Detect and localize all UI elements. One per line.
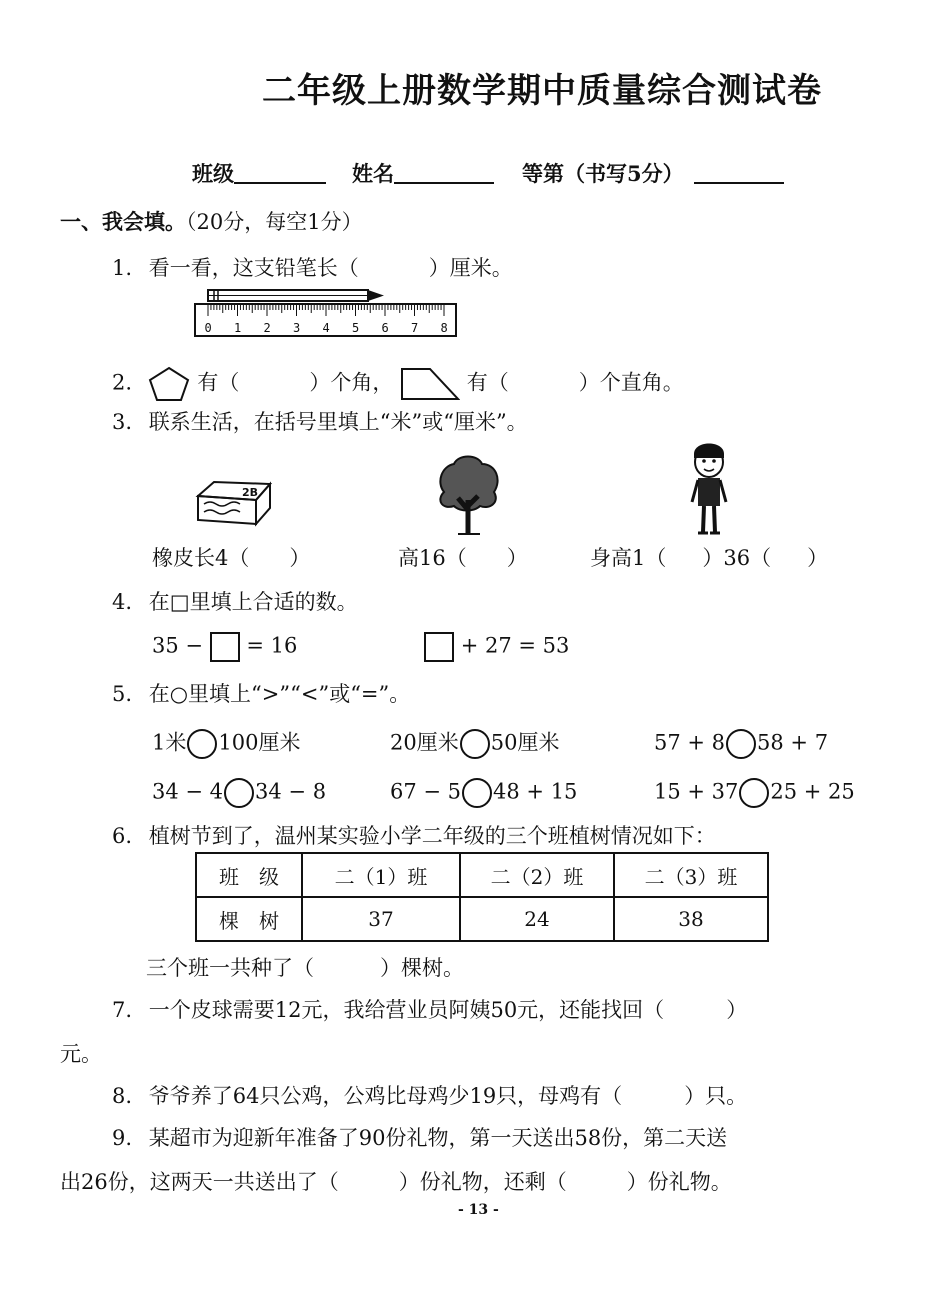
question-6 — [112, 826, 716, 847]
q5-compare-3 — [654, 729, 828, 759]
q6-number: 6. — [112, 824, 133, 848]
q5-compare-6 — [654, 778, 855, 808]
table-cell: 二（2）班 — [460, 853, 614, 897]
q5-compare-2 — [390, 729, 559, 759]
question-4 — [112, 592, 358, 613]
q6-ask — [146, 958, 464, 979]
q6-text: 植树节到了，温州某实验小学二年级的三个班植树情况如下： — [148, 824, 716, 848]
section-1-note: （20分，每空1分） — [186, 210, 363, 234]
compare-right: 25 + 25 — [770, 779, 855, 804]
table-cell: 班 级 — [196, 853, 302, 897]
q7-text-b: ） — [726, 998, 748, 1022]
class-label: 班级 — [192, 161, 234, 186]
compare-circle[interactable] — [462, 778, 492, 808]
name-blank[interactable] — [394, 162, 494, 184]
ruler-label: 2 — [263, 321, 271, 335]
table-header-row — [196, 853, 768, 897]
q2-text-a: 有（ — [197, 370, 240, 395]
pencil-ruler-icon — [194, 288, 460, 338]
table-cell: 棵 树 — [196, 897, 302, 941]
name-label: 姓名 — [352, 161, 394, 186]
ruler-label: 3 — [293, 321, 301, 335]
q6-ask-text-b: ）棵树。 — [380, 956, 464, 980]
section-1-title: 一、我会填。 — [60, 210, 186, 234]
q9-line-2 — [60, 1172, 732, 1193]
q3-item1-text-a: 橡皮长4（ — [152, 546, 250, 570]
q1-text-b: ）厘米。 — [428, 256, 513, 280]
question-2 — [112, 366, 684, 402]
q9-text-b: ）份礼物，还剩（ — [398, 1170, 567, 1194]
compare-circle[interactable] — [726, 729, 756, 759]
table-cell: 37 — [302, 897, 460, 941]
q3-item2-text-b: ） — [506, 546, 528, 570]
ruler-label: 5 — [352, 321, 360, 335]
q4-eq2-right: + 27 = 53 — [460, 633, 570, 658]
compare-left: 20厘米 — [390, 730, 459, 755]
q2-number: 2. — [112, 370, 133, 395]
question-7 — [112, 1000, 747, 1021]
compare-right: 58 + 7 — [757, 730, 829, 755]
question-1 — [112, 258, 513, 279]
ruler-label: 8 — [440, 321, 448, 335]
q1-number: 1. — [112, 256, 133, 280]
tree-image — [434, 452, 502, 541]
name-field — [352, 162, 494, 184]
q7-text-a: 一个皮球需要12元，我给营业员阿姨50元，还能找回（ — [148, 998, 665, 1022]
table-row — [196, 897, 768, 941]
table-cell: 38 — [614, 897, 768, 941]
page-number: - 13 - — [458, 1202, 499, 1218]
compare-left: 57 + 8 — [654, 730, 726, 755]
section-1-heading — [60, 212, 363, 233]
q5-compare-5 — [390, 778, 577, 808]
table-cell: 二（1）班 — [302, 853, 460, 897]
q2-text-d: ）个直角。 — [578, 370, 684, 395]
q4-eq1-right: = 16 — [246, 633, 298, 658]
compare-circle[interactable] — [739, 778, 769, 808]
q2-text-c: 有（ — [466, 370, 509, 395]
q4-text: 在□里填上合适的数。 — [148, 590, 358, 614]
q1-text-a: 看一看，这支铅笔长（ — [148, 256, 359, 280]
compare-left: 15 + 37 — [654, 779, 739, 804]
q3-number: 3. — [112, 410, 133, 434]
compare-left: 67 − 5 — [390, 779, 462, 804]
ruler-label: 1 — [234, 321, 242, 335]
answer-box[interactable] — [424, 632, 454, 662]
ruler-with-pencil — [194, 288, 460, 338]
table-cell: 二（3）班 — [614, 853, 768, 897]
q8-text-a: 爷爷养了64只公鸡，公鸡比母鸡少19只，母鸡有（ — [148, 1084, 623, 1108]
question-8 — [112, 1086, 747, 1107]
q3-text: 联系生活，在括号里填上“米”或“厘米”。 — [148, 410, 528, 434]
grade-label: 等第（书写5分） — [522, 161, 684, 186]
page-title: 二年级上册数学期中质量综合测试卷 — [262, 71, 822, 111]
q4-equation-1 — [152, 632, 297, 662]
compare-circle[interactable] — [460, 729, 490, 759]
q3-item3-text-b: ）36（ — [702, 546, 772, 570]
q4-eq1-left: 35 − — [152, 633, 203, 658]
eraser-icon — [194, 470, 274, 530]
q8-text-b: ）只。 — [684, 1084, 748, 1108]
ruler-label: 4 — [322, 321, 330, 335]
q3-item-tree — [398, 548, 528, 569]
compare-circle[interactable] — [224, 778, 254, 808]
q6-ask-text-a: 三个班一共种了（ — [146, 956, 314, 980]
tree-icon — [434, 452, 502, 536]
q4-number: 4. — [112, 590, 133, 614]
q9-line-1: 某超市为迎新年准备了90份礼物，第一天送出58份，第二天送 — [148, 1126, 728, 1150]
q2-text-b: ）个角， — [309, 370, 394, 395]
grade-field — [522, 162, 784, 184]
question-3 — [112, 412, 528, 433]
compare-left: 1米 — [152, 730, 187, 755]
q3-item-eraser — [152, 548, 310, 569]
trapezoid-icon — [400, 367, 460, 401]
q3-item1-text-b: ） — [289, 546, 311, 570]
q7-unit: 元。 — [60, 1042, 102, 1066]
boy-image — [684, 436, 734, 541]
ruler-label: 6 — [381, 321, 389, 335]
question-5 — [112, 684, 410, 705]
q5-compare-1 — [152, 729, 300, 759]
compare-right: 50厘米 — [490, 730, 560, 755]
q3-item3-text-c: ） — [807, 546, 829, 570]
table-cell: 24 — [460, 897, 614, 941]
ruler-label: 0 — [204, 321, 212, 335]
q3-item-boy — [590, 548, 828, 569]
compare-left: 34 − 4 — [152, 779, 224, 804]
boy-icon — [684, 436, 734, 536]
q9-text-a: 出26份，这两天一共送出了（ — [60, 1170, 339, 1194]
compare-circle[interactable] — [187, 729, 217, 759]
pentagon-icon — [147, 366, 191, 402]
class-blank[interactable] — [234, 162, 326, 184]
compare-right: 100厘米 — [218, 730, 301, 755]
class-field — [192, 162, 326, 184]
tree-planting-table — [195, 852, 769, 942]
compare-right: 34 − 8 — [255, 779, 327, 804]
q4-equation-2 — [424, 632, 569, 662]
q3-item3-text-a: 身高1（ — [590, 546, 667, 570]
q8-number: 8. — [112, 1084, 133, 1108]
ruler-label: 7 — [411, 321, 419, 335]
q5-compare-4 — [152, 778, 326, 808]
eraser-label: 2B — [242, 486, 259, 499]
eraser-image — [194, 470, 274, 535]
question-9 — [112, 1128, 727, 1149]
q5-number: 5. — [112, 682, 133, 706]
compare-right: 48 + 15 — [493, 779, 578, 804]
answer-box[interactable] — [210, 632, 240, 662]
q9-number: 9. — [112, 1126, 133, 1150]
grade-blank[interactable] — [694, 162, 784, 184]
q9-text-c: ）份礼物。 — [626, 1170, 732, 1194]
q7-number: 7. — [112, 998, 133, 1022]
q5-text: 在○里填上“>”“<”或“=”。 — [148, 682, 411, 706]
q3-item2-text-a: 高16（ — [398, 546, 467, 570]
